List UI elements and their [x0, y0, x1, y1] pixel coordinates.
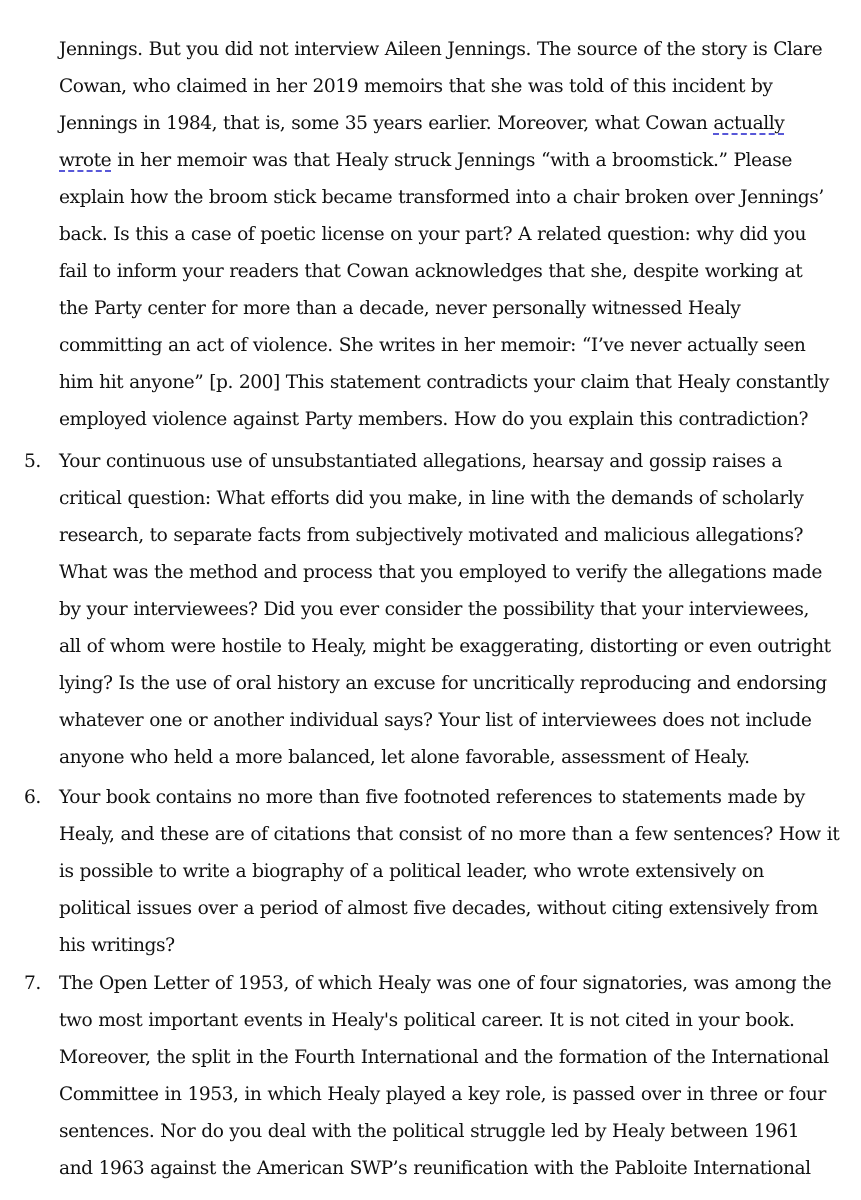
text-line: Jennings. But you did not interview Aileen Jennings. The source of the story is Clare [59, 39, 823, 60]
text-line: fail to inform your readers that Cowan acknowledges that she, despite working at [59, 261, 803, 282]
text-line [59, 150, 792, 172]
text-line [59, 113, 784, 135]
text-line: Healy, and these are of citations that consist of no more than a few sentences? How it [59, 824, 840, 845]
text-line: anyone who held a more balanced, let alone favorable, assessment of Healy. [59, 747, 750, 768]
text-line: committing an act of violence. She writes in her memoir: “I’ve never actually seen [59, 335, 806, 356]
text-line: by your interviewees? Did you ever consider the possibility that your interviewees, [59, 599, 809, 620]
text-line: and 1963 against the American SWP’s reunification with the Pabloite International [59, 1158, 811, 1179]
text-line: him hit anyone” [p. 200] This statement contradicts your claim that Healy constantly [59, 372, 829, 393]
text-line: whatever one or another individual says? Your list of interviewees does not include [59, 710, 812, 731]
flagged-word[interactable]: actually [713, 113, 785, 134]
text-line: his writings? [59, 935, 175, 956]
text-line: Your book contains no more than five footnoted references to statements made by [59, 787, 805, 808]
text-line: Cowan, who claimed in her 2019 memoirs that she was told of this incident by [59, 76, 773, 97]
text-line: Moreover, the split in the Fourth International and the formation of the International [59, 1047, 829, 1068]
text-line: lying? Is the use of oral history an excuse for uncritically reproducing and endorsing [59, 673, 827, 694]
text-line-segment: in her memoir was that Healy struck Jennings “with a broomstick.” Please [111, 150, 792, 171]
text-line: Your continuous use of unsubstantiated allegations, hearsay and gossip raises a [59, 451, 783, 472]
text-line: is possible to write a biography of a political leader, who wrote extensively on [59, 861, 764, 882]
text-line: critical question: What efforts did you make, in line with the demands of scholarly [59, 488, 804, 509]
text-line: What was the method and process that you employed to verify the allegations made [59, 562, 822, 583]
text-line: the Party center for more than a decade, never personally witnessed Healy [59, 298, 741, 319]
text-line: all of whom were hostile to Healy, might be exaggerating, distorting or even outright [59, 636, 831, 657]
text-line: sentences. Nor do you deal with the political struggle led by Healy between 1961 [59, 1121, 800, 1142]
text-line: two most important events in Healy's political career. It is not cited in your book. [59, 1010, 795, 1031]
text-line: employed violence against Party members. How do you explain this contradiction? [59, 409, 809, 430]
text-line: Committee in 1953, in which Healy played a key role, is passed over in three or four [59, 1084, 826, 1105]
text-line: political issues over a period of almost five decades, without citing extensively from [59, 898, 818, 919]
list-item-number: 6. [24, 787, 41, 808]
text-line: The Open Letter of 1953, of which Healy was one of four signatories, was among the [59, 973, 832, 994]
list-item-number: 7. [24, 973, 41, 994]
list-item-number: 5. [24, 451, 41, 472]
flagged-word[interactable]: wrote [59, 150, 112, 171]
text-line: explain how the broom stick became transformed into a chair broken over Jennings’ [59, 187, 824, 208]
text-line: research, to separate facts from subjectively motivated and malicious allegations? [59, 525, 804, 546]
text-line: back. Is this a case of poetic license on your part? A related question: why did you [59, 224, 807, 245]
text-line-segment: Jennings in 1984, that is, some 35 years earlier. Moreover, what Cowan [59, 113, 714, 134]
